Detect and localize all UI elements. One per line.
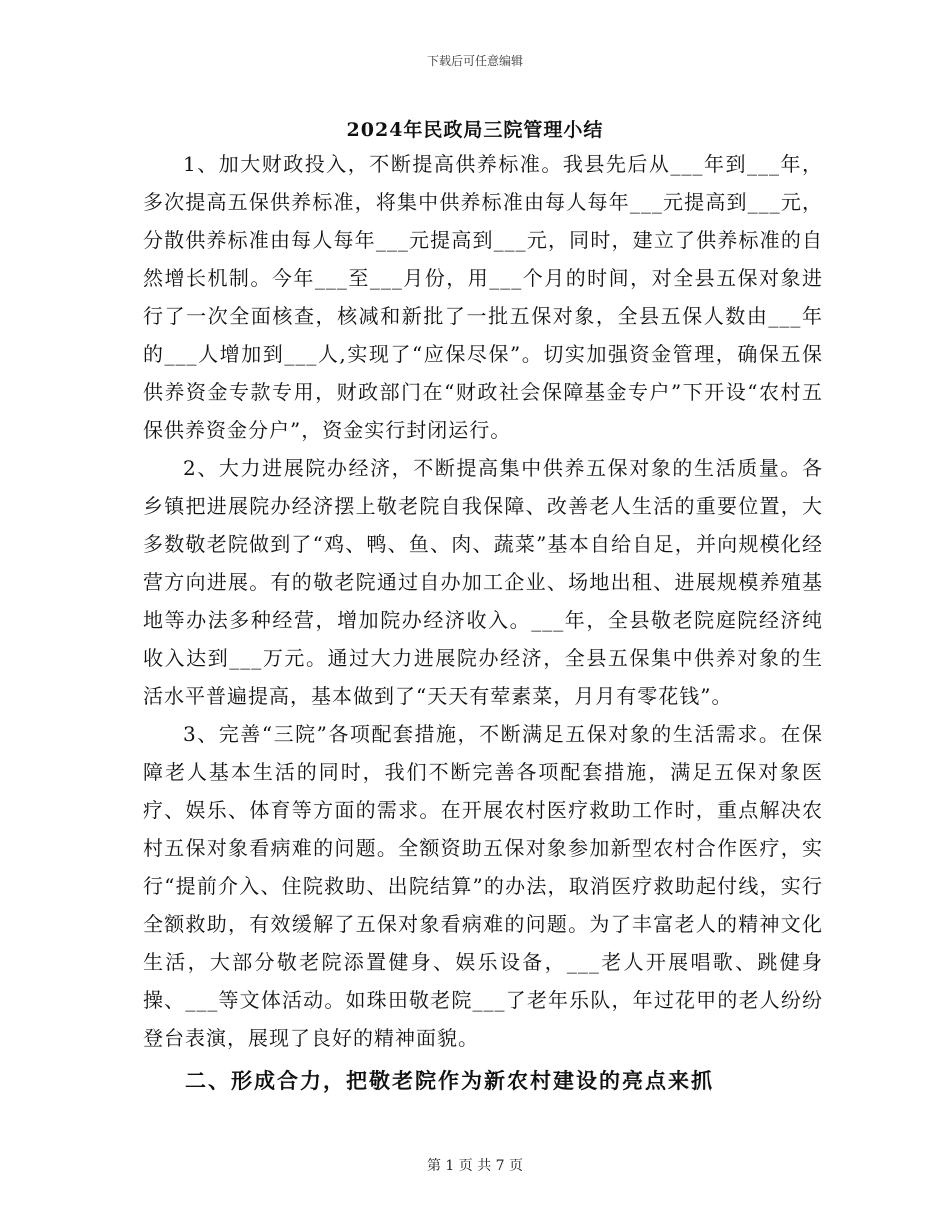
header-note: 下载后可任意编辑 [426, 54, 523, 68]
paragraph-2: 2、大力进展院办经济，不断提高集中供养五保对象的生活质量。各乡镇把进展院办经济摆上敬老院自我保障、改善老人生活的重要位置，大多数敬老院做到了“鸡、鸭、鱼、肉、蔬菜”基本自给自足，并向规模化经营方向进展。有的敬老院通过自办加工企业、场地出租、进展规模养殖基地等办法多种经营，增加院办经济收入。___年，全县敬老院庭院经济纯收入达到___万元。通过大力进展院办经济，全县五保集中供养对象的生活水平普遍提高，基本做到了“天天有荤素菜，月月有零花钱”。 [143, 456, 823, 708]
document-title: 2024年民政局三院管理小结 [346, 119, 604, 141]
page-number: 第 1 页 共 7 页 [426, 1158, 524, 1174]
paragraph-1: 1、加大财政投入，不断提高供养标准。我县先后从___年到___年，多次提高五保供养标准，将集中供养标准由每人每年___元提高到___元，分散供养标准由每人每年___元提高到___元，同时，建立了供养标准的自然增长机制。今年___至___月份，用___个月的时间，对全县五保对象进行了一次全面核查，核减和新批了一批五保对象，全县五保人数由___年的___人增加到___人,实现了“应保尽保”。切实加强资金管理，确保五保供养资金专款专用，财政部门在“财政社会保障基金专户”下开设“农村五保供养资金分户”，资金实行封闭运行。 [143, 152, 823, 442]
section-heading: 二、形成合力，把敬老院作为新农村建设的亮点来抓 [185, 1068, 714, 1093]
paragraph-3: 3、完善“三院”各项配套措施，不断满足五保对象的生活需求。在保障老人基本生活的同时，我们不断完善各项配套措施，满足五保对象医疗、娱乐、体育等方面的需求。在开展农村医疗救助工作时，重点解决农村五保对象看病难的问题。全额资助五保对象参加新型农村合作医疗，实行“提前介入、住院救助、出院结算”的办法，取消医疗救助起付线，实行全额救助，有效缓解了五保对象看病难的问题。为了丰富老人的精神文化生活，大部分敬老院添置健身、娱乐设备，___老人开展唱歌、跳健身操、___等文体活动。如珠田敬老院___了老年乐队，年过花甲的老人纷纷登台表演，展现了良好的精神面貌。 [143, 722, 823, 1050]
document-body [143, 145, 823, 1101]
